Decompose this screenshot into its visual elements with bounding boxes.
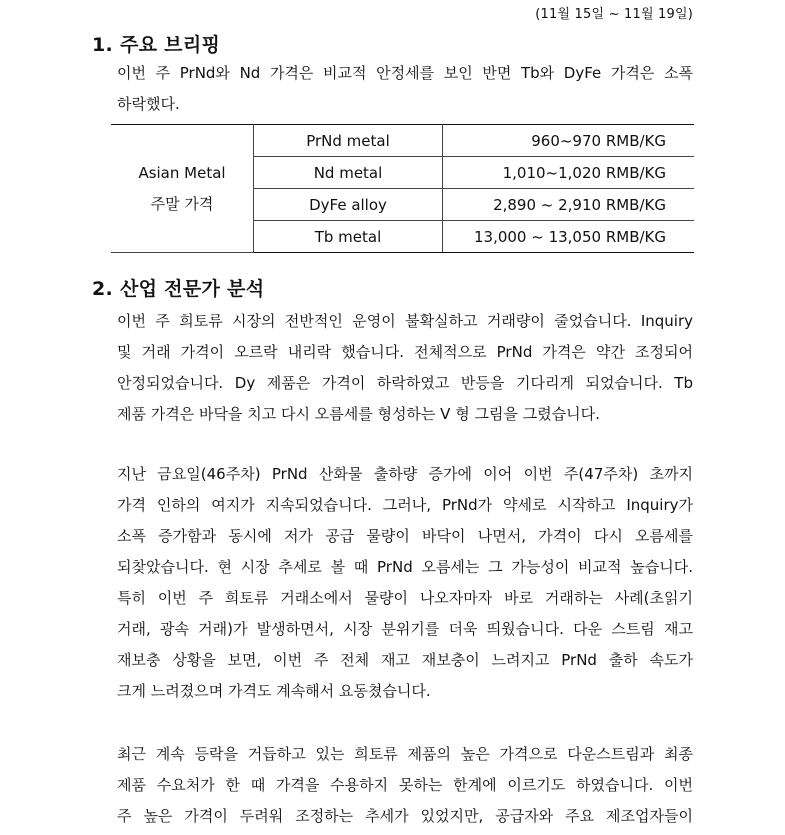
metal-price: 1,010~1,020 RMB/KG [443, 157, 695, 189]
paragraph-line: 제품 가격은 바닥을 치고 다시 오름세를 형성하는 V 형 그림을 그렸습니다. [117, 405, 600, 423]
paragraph-line: 제품 수요처가 한 때 가격을 수용하지 못하는 한계에 이르기도 하였습니다. 이번 [117, 776, 693, 794]
table-row [111, 125, 694, 157]
paragraph-line: 주 높은 가격이 두려워 조정하는 추세가 있었지만, 공급자와 주요 제조업자들이 [117, 807, 693, 825]
section1-heading: 1. 주요 브리핑 [92, 34, 221, 56]
briefing-line: 이번 주 PrNd와 Nd 가격은 비교적 안정세를 보인 반면 Tb와 DyFe 가격은 소폭 [117, 64, 693, 82]
analysis-paragraph-2 [117, 459, 693, 707]
metal-name: Nd metal [254, 157, 443, 189]
paragraph-line: 되찾았습니다. 현 시장 추세로 볼 때 PrNd 오름세는 그 가능성이 비교적 높습니다. [117, 558, 693, 576]
paragraph-line: 이번 주 희토류 시장의 전반적인 운영이 불확실하고 거래량이 줄었습니다. Inquiry [117, 312, 693, 330]
briefing-paragraph [117, 58, 693, 120]
price-table [111, 124, 694, 253]
group-label-line: Asian Metal [138, 163, 226, 182]
metal-name: DyFe alloy [254, 189, 443, 221]
section2-heading: 2. 산업 전문가 분석 [92, 278, 265, 300]
paragraph-line: 지난 금요일(46주차) PrNd 산화물 출하량 증가에 이어 이번 주(47주차) 초까지 [117, 465, 693, 483]
price-group-label [111, 125, 254, 253]
metal-price: 13,000 ~ 13,050 RMB/KG [443, 221, 695, 253]
metal-name: PrNd metal [254, 125, 443, 157]
paragraph-line: 특히 이번 주 희토류 거래소에서 물량이 나오자마자 바로 거래하는 사례(초읽기 [117, 589, 693, 607]
group-label-line: 주말 가격 [150, 194, 214, 213]
paragraph-line: 거래, 광속 거래)가 발생하면서, 시장 분위기를 더욱 띄웠습니다. 다운 스트림 재고 [117, 620, 693, 638]
paragraph-line: 재보충 상황을 보면, 이번 주 전체 재고 재보충이 느려지고 PrNd 출하 속도가 [117, 651, 693, 669]
paragraph-line: 크게 느려졌으며 가격도 계속해서 요동쳤습니다. [117, 682, 431, 700]
metal-price: 2,890 ~ 2,910 RMB/KG [443, 189, 695, 221]
paragraph-line: 최근 계속 등락을 거듭하고 있는 희토류 제품의 높은 가격으로 다운스트림과 최종 [117, 745, 693, 763]
paragraph-line: 소폭 증가함과 동시에 저가 공급 물량이 바닥이 나면서, 가격이 다시 오름세를 [117, 527, 693, 545]
analysis-paragraph-3 [117, 739, 693, 832]
metal-name: Tb metal [254, 221, 443, 253]
paragraph-line: 안정되었습니다. Dy 제품은 가격이 하락하였고 반등을 기다리게 되었습니다. Tb [117, 374, 693, 392]
date-range: (11월 15일 ~ 11월 19일) [535, 7, 693, 22]
paragraph-line: 및 거래 가격이 오르락 내리락 했습니다. 전체적으로 PrNd 가격은 약간 조정되어 [117, 343, 693, 361]
analysis-paragraph-1 [117, 306, 693, 430]
metal-price: 960~970 RMB/KG [443, 125, 695, 157]
briefing-line: 하락했다. [117, 95, 180, 113]
paragraph-line: 가격 인하의 여지가 지속되었습니다. 그러나, PrNd가 약세로 시작하고 Inquiry가 [117, 496, 693, 514]
